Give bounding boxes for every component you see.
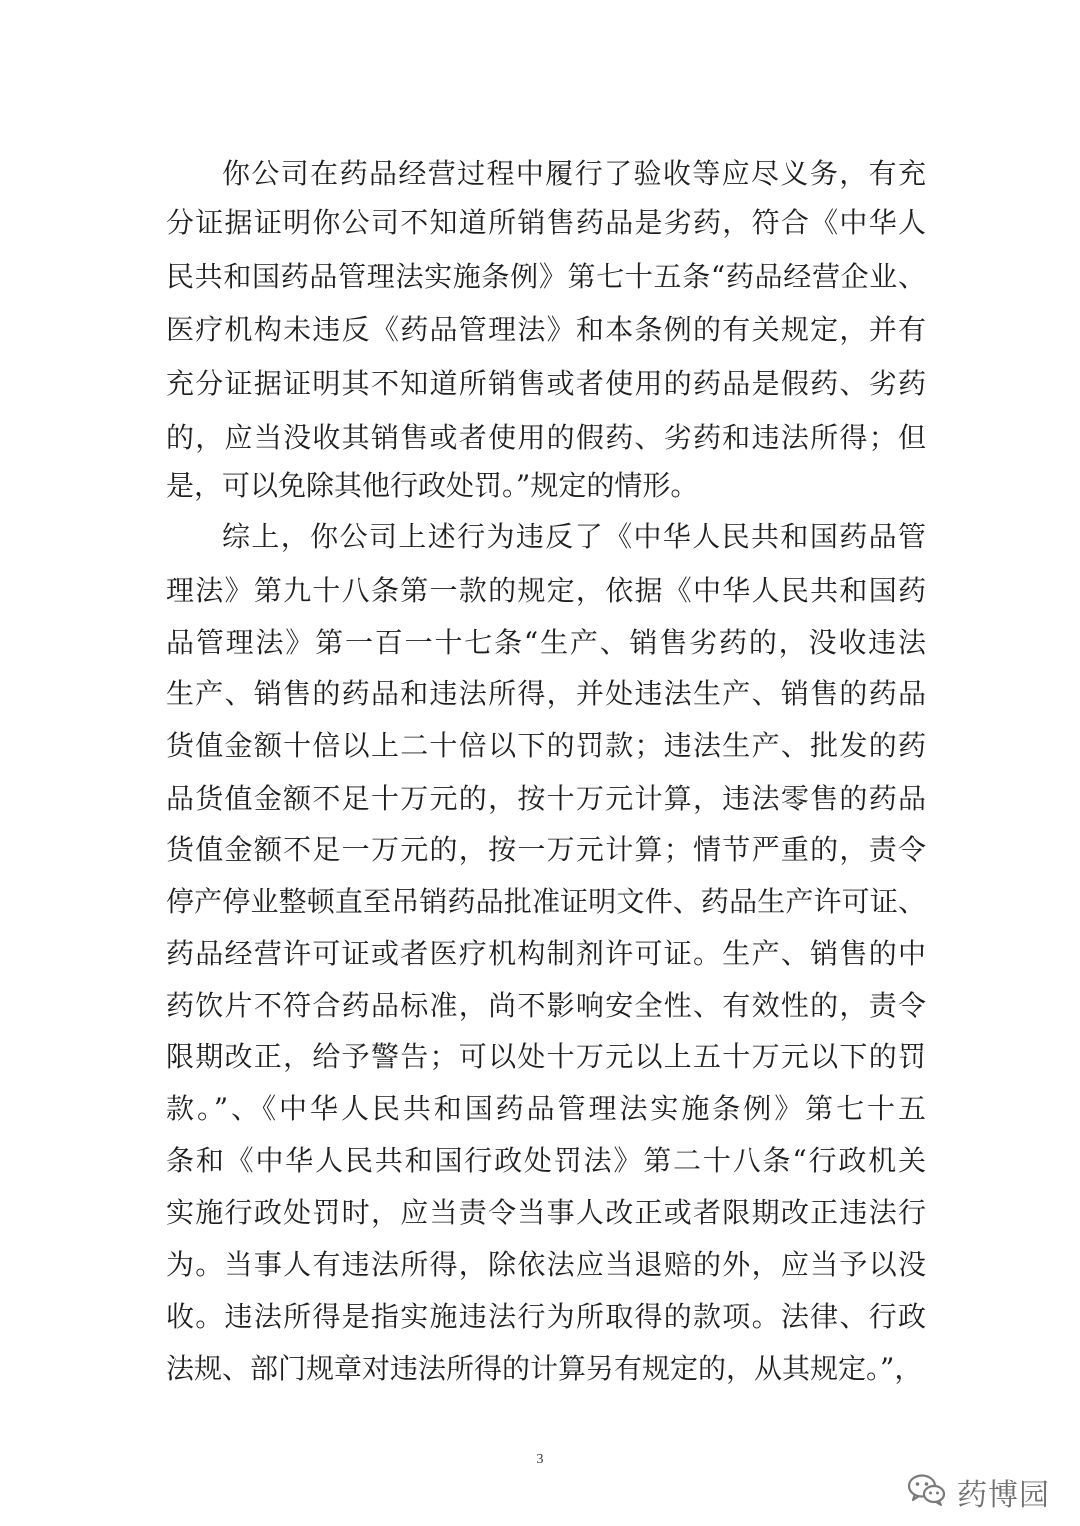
paragraph-2-line: 综上，你公司上述行为违反了《中华人民共和国药品管 bbox=[222, 520, 926, 553]
paragraph-1-line: 你公司在药品经营过程中履行了验收等应尽义务，有充 bbox=[222, 157, 926, 190]
paragraph-2-line: 理法》第九十八条第一款的规定，依据《中华人民共和国药 bbox=[166, 574, 926, 607]
paragraph-1-line: 医疗机构未违反《药品管理法》和本条例的有关规定，并有 bbox=[166, 313, 926, 346]
paragraph-2-line: 款。”、《中华人民共和国药品管理法实施条例》第七十五 bbox=[166, 1092, 926, 1125]
paragraph-1-line: 是，可以免除其他行政处罚。”规定的情形。 bbox=[166, 469, 699, 502]
paragraph-2-line: 品货值金额不足十万元的，按十万元计算，违法零售的药品 bbox=[166, 782, 926, 815]
paragraph-2-line: 货值金额不足一万元的，按一万元计算；情节严重的，责令 bbox=[166, 833, 926, 866]
paragraph-2-line: 停产停业整顿直至吊销药品批准证明文件、药品生产许可证、 bbox=[166, 885, 926, 918]
watermark-text: 药博园 bbox=[957, 1478, 1050, 1513]
paragraph-1-line: 民共和国药品管理法实施条例》第七十五条“药品经营企业、 bbox=[166, 260, 926, 293]
paragraph-2-line: 货值金额十倍以上二十倍以下的罚款；违法生产、批发的药 bbox=[166, 729, 926, 762]
paragraph-1-line: 的，应当没收其销售或者使用的假药、劣药和违法所得；但 bbox=[166, 421, 926, 454]
paragraph-2-line: 生产、销售的药品和违法所得，并处违法生产、销售的药品 bbox=[166, 677, 926, 710]
watermark bbox=[907, 1470, 1050, 1514]
paragraph-2-line: 法规、部门规章对违法所得的计算另有规定的，从其规定。”， bbox=[166, 1352, 923, 1385]
paragraph-2-line: 为。当事人有违法所得，除依法应当退赔的外，应当予以没 bbox=[166, 1248, 926, 1281]
paragraph-2-line: 限期改正，给予警告；可以处十万元以上五十万元以下的罚 bbox=[166, 1040, 926, 1073]
paragraph-2-line: 条和《中华人民共和国行政处罚法》第二十八条“行政机关 bbox=[166, 1144, 926, 1177]
paragraph-2-line: 药饮片不符合药品标准，尚不影响安全性、有效性的，责令 bbox=[166, 989, 926, 1022]
page-number: 3 bbox=[536, 1452, 544, 1467]
paragraph-2-line: 药品经营许可证或者医疗机构制剂许可证。生产、销售的中 bbox=[166, 937, 926, 970]
paragraph-2-line: 收。违法所得是指实施违法行为所取得的款项。法律、行政 bbox=[166, 1300, 926, 1333]
paragraph-2-line: 品管理法》第一百一十七条“生产、销售劣药的，没收违法 bbox=[166, 626, 926, 659]
paragraph-1-line: 分证据证明你公司不知道所销售药品是劣药，符合《中华人 bbox=[166, 206, 926, 239]
paragraph-2-line: 实施行政处罚时，应当责令当事人改正或者限期改正违法行 bbox=[166, 1196, 926, 1229]
paragraph-1-line: 充分证据证明其不知道所销售或者使用的药品是假药、劣药 bbox=[166, 367, 926, 400]
wechat-icon bbox=[907, 1473, 947, 1511]
